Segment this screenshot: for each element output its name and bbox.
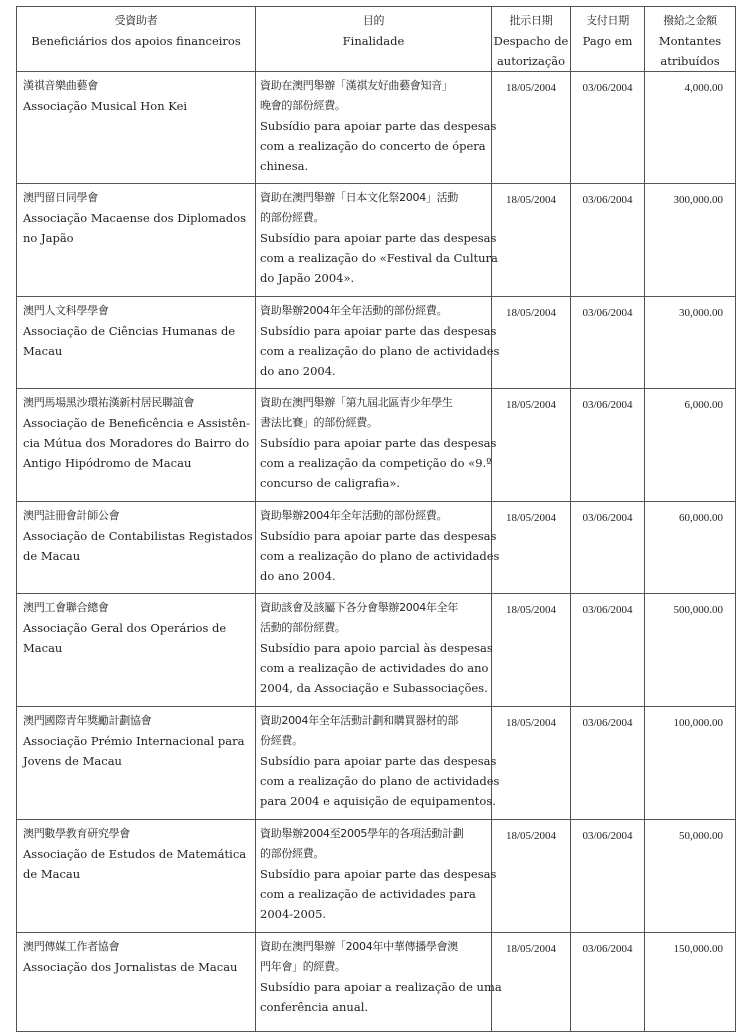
paid-date-cell: 03/06/2004	[571, 594, 645, 707]
purpose-line: 晚會的部份經費。	[260, 99, 346, 112]
beneficiary-line: 漢祺音樂曲藝會	[23, 79, 98, 92]
header-purpose	[256, 7, 492, 72]
purpose-line: 資助在澳門舉辦「漢祺友好曲藝會知音」	[260, 79, 453, 92]
paid-date-cell: 03/06/2004	[571, 72, 645, 184]
table-row	[17, 594, 736, 707]
purpose-line: conferência anual.	[260, 1000, 369, 1014]
amount-cell: 60,000.00	[645, 502, 736, 594]
beneficiary-line: cia Mútua dos Moradores do Bairro do	[23, 436, 250, 450]
amount-cell: 50,000.00	[645, 820, 736, 933]
purpose-line: 資助舉辦2004至2005學年的各項活動計劃	[260, 827, 464, 840]
purpose-line: Subsídio para apoiar parte das despesas	[260, 867, 497, 881]
beneficiary-line: de Macau	[23, 549, 81, 563]
header-auth-zh: 批示日期	[509, 14, 553, 27]
purpose-cell	[256, 297, 500, 389]
header-paid-pt: Pago em	[582, 34, 633, 48]
purpose-line: com a realização do plano de actividades	[260, 344, 500, 358]
purpose-line: concurso de caligrafia».	[260, 476, 401, 490]
table-row	[17, 502, 736, 594]
beneficiary-line: Antigo Hipódromo de Macau	[23, 456, 192, 470]
header-row	[17, 7, 736, 72]
purpose-line: 的部份經費。	[260, 847, 325, 860]
paid-date-cell: 03/06/2004	[571, 389, 645, 502]
purpose-line: Subsídio para apoiar parte das despesas	[260, 324, 497, 338]
purpose-line: 資助在澳門舉辦「2004年中華傳播學會澳	[260, 940, 458, 953]
beneficiary-line: de Macau	[23, 867, 81, 881]
beneficiary-line: Associação de Beneficência e Assistên-	[23, 416, 250, 430]
table-row	[17, 820, 736, 933]
beneficiary-cell	[17, 933, 256, 1032]
beneficiary-line: 澳門國際青年獎勵計劃協會	[23, 714, 152, 727]
beneficiary-cell	[17, 707, 256, 820]
paid-date-cell: 03/06/2004	[571, 707, 645, 820]
purpose-line: Subsídio para apoiar parte das despesas	[260, 436, 497, 450]
beneficiary-line: Associação de Estudos de Matemática	[23, 847, 247, 861]
paid-date-cell: 03/06/2004	[571, 933, 645, 1032]
beneficiary-line: 澳門工會聯合總會	[23, 601, 109, 614]
purpose-line: 書法比賽」的部份經費。	[260, 416, 378, 429]
purpose-line: com a realização do plano de actividades	[260, 774, 500, 788]
table-row	[17, 297, 736, 389]
beneficiary-line: Associação Musical Hon Kei	[23, 99, 188, 113]
table-row	[17, 933, 736, 1032]
header-paid-zh: 支付日期	[586, 14, 629, 27]
purpose-line: 資助2004年全年活動計劃和購買器材的部	[260, 714, 458, 727]
purpose-line: do ano 2004.	[260, 569, 336, 583]
beneficiary-line: Associação dos Jornalistas de Macau	[23, 960, 238, 974]
auth-date-cell: 18/05/2004	[492, 389, 571, 502]
purpose-line: Subsídio para apoiar parte das despesas	[260, 231, 497, 245]
purpose-line: 門年會」的經費。	[260, 960, 346, 973]
header-auth-pt2: autorização	[496, 54, 566, 68]
header-beneficiary-pt: Beneficiários dos apoios financeiros	[31, 34, 241, 48]
auth-date-cell: 18/05/2004	[492, 72, 571, 184]
purpose-line: com a realização de actividades do ano	[260, 661, 489, 675]
beneficiary-line: 澳門註冊會計師公會	[23, 509, 120, 522]
header-beneficiary-zh: 受資助者	[114, 14, 158, 27]
purpose-line: com a realização do concerto de ópera	[260, 139, 486, 153]
header-amount-zh: 撥給之金額	[663, 14, 717, 27]
purpose-line: com a realização da competição do «9.º	[260, 456, 492, 470]
purpose-line: com a realização do «Festival da Cultura	[260, 251, 498, 265]
amount-cell: 300,000.00	[645, 184, 736, 297]
header-auth-pt1: Despacho de	[493, 34, 569, 48]
purpose-cell	[256, 594, 492, 707]
auth-date-cell: 18/05/2004	[492, 820, 571, 933]
purpose-line: Subsídio para apoio parcial às despesas	[260, 641, 493, 655]
beneficiary-line: Associação de Contabilistas Registados	[23, 529, 253, 543]
beneficiary-cell	[17, 594, 256, 707]
purpose-line: com a realização do plano de actividades	[260, 549, 500, 563]
amount-cell: 6,000.00	[645, 389, 736, 502]
amount-cell: 150,000.00	[645, 933, 736, 1032]
amount-cell: 30,000.00	[645, 297, 736, 389]
beneficiary-line: Associação Macaense dos Diplomados	[23, 211, 247, 225]
beneficiary-line: Associação de Ciências Humanas de	[23, 324, 236, 338]
amount-cell: 100,000.00	[645, 707, 736, 820]
auth-date-cell: 18/05/2004	[492, 594, 571, 707]
paid-date-cell: 03/06/2004	[571, 820, 645, 933]
beneficiary-line: 澳門馬場黑沙環祐漢新村居民聯誼會	[23, 396, 195, 409]
purpose-line: do ano 2004.	[260, 364, 336, 378]
header-amount-pt1: Montantes	[658, 34, 722, 48]
beneficiary-line: 澳門人文科學學會	[23, 304, 109, 317]
paid-date-cell: 03/06/2004	[571, 184, 645, 297]
purpose-cell	[256, 933, 502, 1032]
header-purpose-zh: 目的	[362, 14, 385, 27]
purpose-cell	[256, 72, 497, 184]
beneficiary-line: Associação Geral dos Operários de	[23, 621, 227, 635]
beneficiary-cell	[17, 820, 256, 933]
purpose-cell	[256, 502, 500, 594]
beneficiary-line: 澳門留日同學會	[23, 191, 98, 204]
beneficiary-line: 澳門傳媒工作者協會	[23, 940, 120, 953]
purpose-line: para 2004 e aquisição de equipamentos.	[260, 794, 496, 808]
purpose-cell	[256, 707, 500, 820]
auth-date-cell: 18/05/2004	[492, 502, 571, 594]
auth-date-cell: 18/05/2004	[492, 184, 571, 297]
table-row	[17, 707, 736, 820]
paid-date-cell: 03/06/2004	[571, 297, 645, 389]
purpose-line: 的部份經費。	[260, 211, 325, 224]
purpose-line: chinesa.	[260, 159, 309, 173]
paid-date-cell: 03/06/2004	[571, 502, 645, 594]
purpose-line: com a realização de actividades para	[260, 887, 476, 901]
table-row	[17, 184, 736, 297]
auth-date-cell: 18/05/2004	[492, 933, 571, 1032]
beneficiary-line: Macau	[23, 641, 63, 655]
purpose-line: do Japão 2004».	[260, 271, 355, 285]
purpose-line: 資助舉辦2004年全年活動的部份經費。	[260, 304, 448, 317]
purpose-cell	[256, 820, 497, 933]
beneficiary-cell	[17, 502, 256, 594]
auth-date-cell: 18/05/2004	[492, 297, 571, 389]
purpose-line: Subsídio para apoiar a realização de uma	[260, 980, 502, 994]
beneficiary-cell	[17, 389, 256, 502]
purpose-line: Subsídio para apoiar parte das despesas	[260, 529, 497, 543]
auth-date-cell: 18/05/2004	[492, 707, 571, 820]
header-amount-pt2: atribuídos	[660, 54, 720, 68]
beneficiary-line: no Japão	[23, 231, 74, 245]
header-paid-date	[571, 7, 645, 72]
amount-cell: 4,000.00	[645, 72, 736, 184]
header-beneficiary	[17, 7, 256, 72]
purpose-line: 2004-2005.	[260, 907, 327, 921]
purpose-line: 活動的部份經費。	[260, 621, 346, 634]
header-purpose-pt: Finalidade	[342, 34, 405, 48]
beneficiary-line: Macau	[23, 344, 63, 358]
purpose-line: 份經費。	[260, 734, 303, 747]
purpose-cell	[256, 389, 497, 502]
beneficiary-line: Associação Prémio Internacional para	[23, 734, 245, 748]
grants-table	[16, 6, 736, 1032]
header-amount	[645, 7, 736, 72]
beneficiary-cell	[17, 72, 256, 184]
beneficiary-cell	[17, 184, 256, 297]
amount-cell: 500,000.00	[645, 594, 736, 707]
beneficiary-line: Jovens de Macau	[23, 754, 122, 768]
table-row	[17, 72, 736, 184]
beneficiary-cell	[17, 297, 256, 389]
beneficiary-line: 澳門數學教育研究學會	[23, 827, 130, 840]
purpose-line: 資助在澳門舉辦「日本文化祭2004」活動	[260, 191, 458, 204]
purpose-line: 資助在澳門舉辦「第九屆北區青少年學生	[260, 396, 453, 409]
purpose-line: 資助該會及該屬下各分會舉辦2004年全年	[260, 601, 458, 614]
purpose-line: Subsídio para apoiar parte das despesas	[260, 119, 497, 133]
purpose-line: 資助舉辦2004年全年活動的部份經費。	[260, 509, 448, 522]
purpose-line: 2004, da Associação e Subassociações.	[260, 681, 488, 695]
purpose-line: Subsídio para apoiar parte das despesas	[260, 754, 497, 768]
purpose-cell	[256, 184, 498, 297]
table-row	[17, 389, 736, 502]
header-auth-date	[492, 7, 571, 72]
